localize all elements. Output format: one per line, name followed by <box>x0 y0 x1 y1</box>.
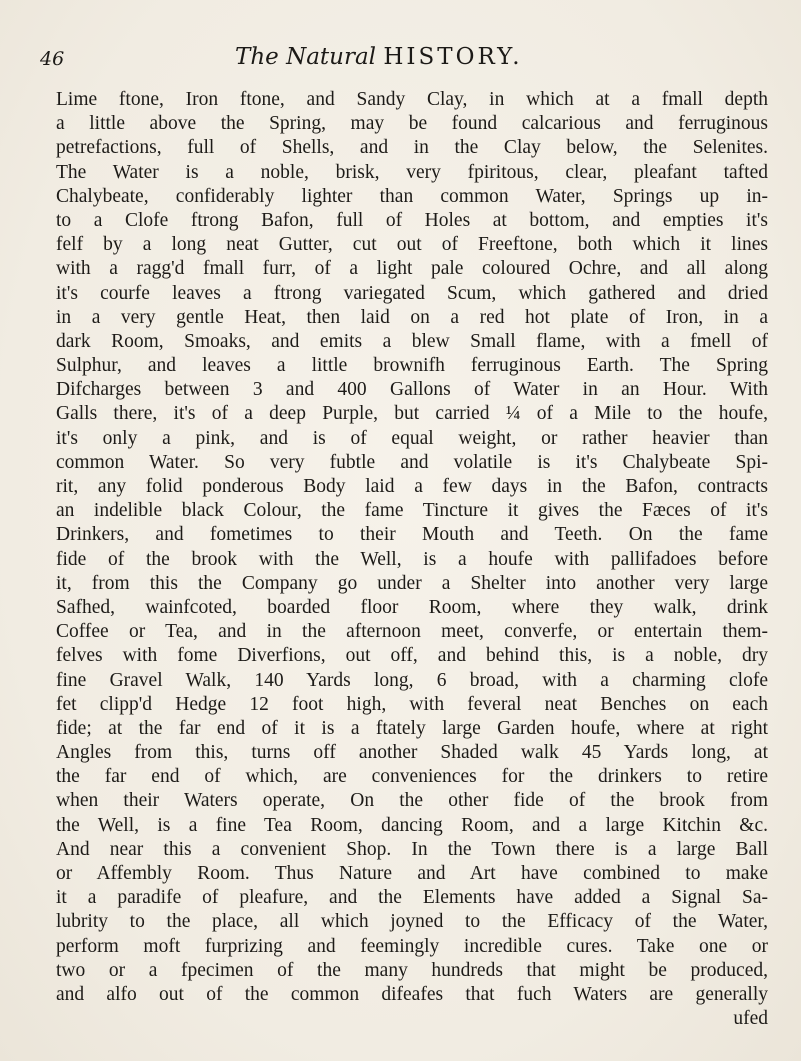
text-line: in a very gentle Heat, then laid on a red hot plate of Iron, in a <box>56 306 768 328</box>
text-line: Chalybeate, confiderably lighter than common Water, Springs up in- <box>56 185 768 207</box>
text-line: felf by a long neat Gutter, cut out of Freeftone, both which it lines <box>56 234 768 256</box>
text-line: it's only a pink, and is of equal weight, or rather heavier than <box>56 427 768 449</box>
text-line: Safhed, wainfcoted, boarded floor Room, where they walk, drink <box>56 596 768 618</box>
catchword: ufed <box>733 1008 768 1030</box>
page-number: 46 <box>40 48 65 70</box>
text-line: The Water is a noble, brisk, very fpiritous, clear, pleafant tafted <box>56 161 768 183</box>
text-line: fide; at the far end of it is a ftately large Garden houfe, where at right <box>56 717 768 739</box>
text-line: a little above the Spring, may be found calcarious and ferruginous <box>56 113 768 135</box>
text-line: with a ragg'd fmall furr, of a light pale coloured Ochre, and all along <box>56 258 768 280</box>
text-line: when their Waters operate, On the other fide of the brook from <box>56 790 768 812</box>
text-line: Sulphur, and leaves a little brownifh ferruginous Earth. The Spring <box>56 355 768 377</box>
body-text <box>56 88 768 1031</box>
text-line: dark Room, Smoaks, and emits a blew Small flame, with a fmell of <box>56 330 768 352</box>
text-line: the Well, is a fine Tea Room, dancing Room, and a large Kitchin &c. <box>56 814 768 836</box>
text-line: to a Clofe ftrong Bafon, full of Holes at bottom, and empties it's <box>56 209 768 231</box>
text-line: it's courfe leaves a ftrong variegated Scum, which gathered and dried <box>56 282 768 304</box>
text-line: lubrity to the place, all which joyned to the Efficacy of the Water, <box>56 911 768 933</box>
text-line: perform moft furprizing and feemingly incredible cures. Take one or <box>56 935 768 957</box>
text-line: an indelible black Colour, the fame Tincture it gives the Fæces of it's <box>56 500 768 522</box>
text-line: And near this a convenient Shop. In the Town there is a large Ball <box>56 838 768 860</box>
running-head-caps: HISTORY. <box>383 44 523 70</box>
text-line: Galls there, it's of a deep Purple, but carried ¼ of a Mile to the houfe, <box>56 403 768 425</box>
text-line: it a paradife of pleafure, and the Elements have added a Signal Sa- <box>56 887 768 909</box>
text-line: the far end of which, are conveniences for the drinkers to retire <box>56 766 768 788</box>
text-line: common Water. So very fubtle and volatile is it's Chalybeate Spi- <box>56 451 768 473</box>
text-line: two or a fpecimen of the many hundreds that might be produced, <box>56 959 768 981</box>
text-line: and alfo out of the common difeafes that fuch Waters are generally <box>56 983 768 1005</box>
text-line: fide of the brook with the Well, is a houfe with pallifadoes before <box>56 548 768 570</box>
text-line: Coffee or Tea, and in the afternoon meet, converfe, or entertain them- <box>56 621 768 643</box>
text-line: fet clipp'd Hedge 12 foot high, with feveral neat Benches on each <box>56 693 768 715</box>
text-line: rit, any folid ponderous Body laid a few days in the Bafon, contracts <box>56 476 768 497</box>
running-head <box>235 44 523 70</box>
text-line: Difcharges between 3 and 400 Gallons of Water in an Hour. With <box>56 379 768 401</box>
text-line: it, from this the Company go under a Shelter into another very large <box>56 572 768 594</box>
text-line: fine Gravel Walk, 140 Yards long, 6 broad, with a charming clofe <box>56 669 768 691</box>
text-line: felves with fome Diverfions, out off, and behind this, is a noble, dry <box>56 645 768 667</box>
text-line: Drinkers, and fometimes to their Mouth and Teeth. On the fame <box>56 524 768 546</box>
text-line: Angles from this, turns off another Shaded walk 45 Yards long, at <box>56 742 768 764</box>
text-line: or Affembly Room. Thus Nature and Art have combined to make <box>56 863 768 884</box>
text-line: petrefactions, full of Shells, and in the Clay below, the Selenites. <box>56 137 768 159</box>
running-head-italic: The Natural <box>235 44 377 70</box>
page-header <box>40 44 760 80</box>
text-line: Lime ftone, Iron ftone, and Sandy Clay, in which at a fmall depth <box>56 89 768 110</box>
